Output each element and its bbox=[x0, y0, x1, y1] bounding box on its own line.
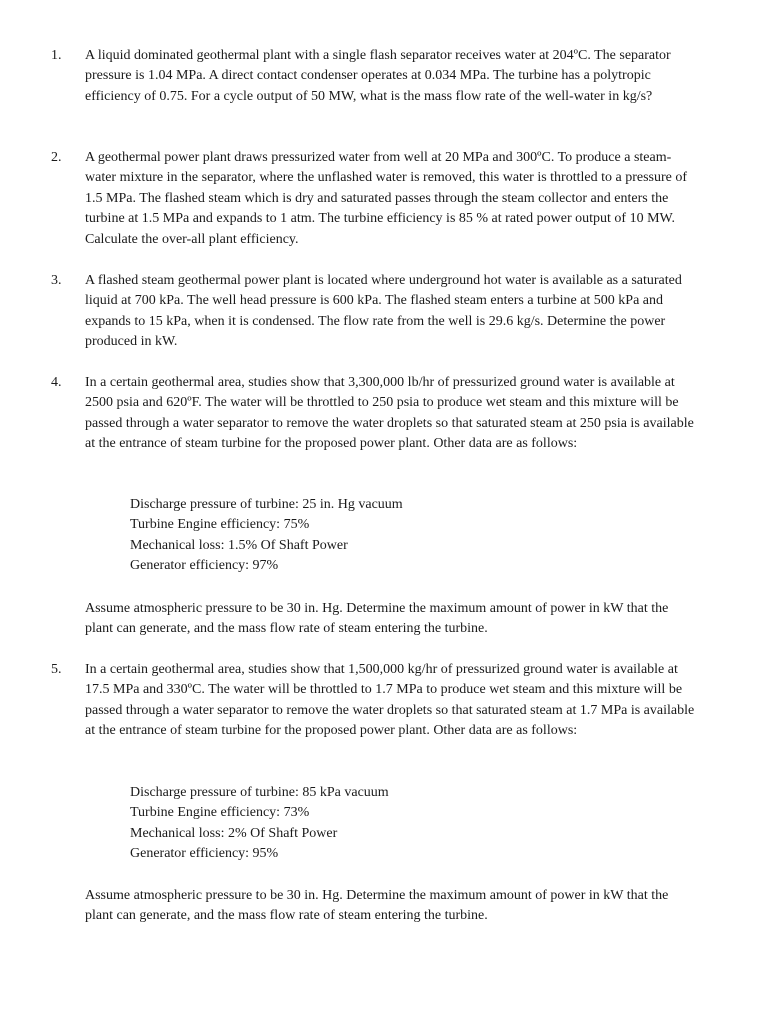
given-data-item: Generator efficiency: 95% bbox=[130, 846, 279, 862]
given-data-list bbox=[130, 783, 690, 865]
given-data-item: Discharge pressure of turbine: 85 kPa vacuum bbox=[130, 785, 389, 800]
problem-closing-text: Assume atmospheric pressure to be 30 in. Hg. Determine the maximum amount of power in kW that the plant can generate, and the mass flow rate of steam entering the turbine. bbox=[85, 601, 669, 637]
given-data-item: Mechanical loss: 2% Of Shaft Power bbox=[130, 825, 338, 841]
given-data-item: Turbine Engine efficiency: 75% bbox=[130, 517, 310, 533]
given-data-list bbox=[130, 495, 690, 577]
given-data-item: Turbine Engine efficiency: 73% bbox=[130, 805, 310, 821]
problem-text: A liquid dominated geothermal plant with a single flash separator receives water at 204ºC. The separator pressure is 1.04 MPa. A direct contact condenser operates at 0.034 MPa. The turbine has a polytropic efficiency of 0.75. For a cycle output of 50 MW, what is the mass flow rate of the well-water in kg/s? bbox=[85, 48, 671, 104]
problem-number: 2. bbox=[51, 150, 62, 165]
problem-number: 1. bbox=[51, 48, 62, 63]
problem-text: A flashed steam geothermal power plant is located where underground hot water is available as a saturated liquid at 700 kPa. The well head pressure is 600 kPa. The flashed steam enters a turbine at 500 kPa and expands to 15 kPa, when it is condensed. The flow rate from the well is 29.6 kg/s. Determine the power produced in kW. bbox=[85, 273, 682, 350]
problem-text: In a certain geothermal area, studies show that 3,300,000 lb/hr of pressurized ground water is available at 2500 psia and 620ºF. The water will be throttled to 250 psia to produce wet steam and this mixture will be passed through a water separator to remove the water droplets so that saturated steam at 250 psia is available at the entrance of steam turbine for the proposed power plant. Other data are as follows: bbox=[85, 375, 694, 452]
problem-number: 5. bbox=[51, 662, 62, 677]
problem-text: A geothermal power plant draws pressurized water from well at 20 MPa and 300ºC. To produce a steam-water mixture in the separator, where the unflashed water is removed, this water is throttled to a pressure of 1.5 MPa. The flashed steam which is dry and saturated passes through the steam collector and enters the turbine at 1.5 MPa and expands to 1 atm. The turbine efficiency is 85 % at rated power output of 10 MW. Calculate the over-all plant efficiency. bbox=[85, 150, 688, 247]
problem-text: In a certain geothermal area, studies show that 1,500,000 kg/hr of pressurized ground water is available at 17.5 MPa and 330ºC. The water will be throttled to 1.7 MPa to produce wet steam and this mixture will be passed through a water separator to remove the water droplets so that saturated steam at 1.7 MPa is available at the entrance of steam turbine for the proposed power plant. Other data are as follows: bbox=[85, 662, 695, 739]
given-data-item: Generator efficiency: 97% bbox=[130, 558, 279, 574]
given-data-item: Discharge pressure of turbine: 25 in. Hg vacuum bbox=[130, 497, 403, 512]
problem-number: 4. bbox=[51, 375, 62, 390]
given-data-item: Mechanical loss: 1.5% Of Shaft Power bbox=[130, 537, 348, 553]
problem-closing-text: Assume atmospheric pressure to be 30 in. Hg. Determine the maximum amount of power in kW that the plant can generate, and the mass flow rate of steam entering the turbine. bbox=[85, 888, 669, 924]
problem-number: 3. bbox=[51, 273, 62, 288]
